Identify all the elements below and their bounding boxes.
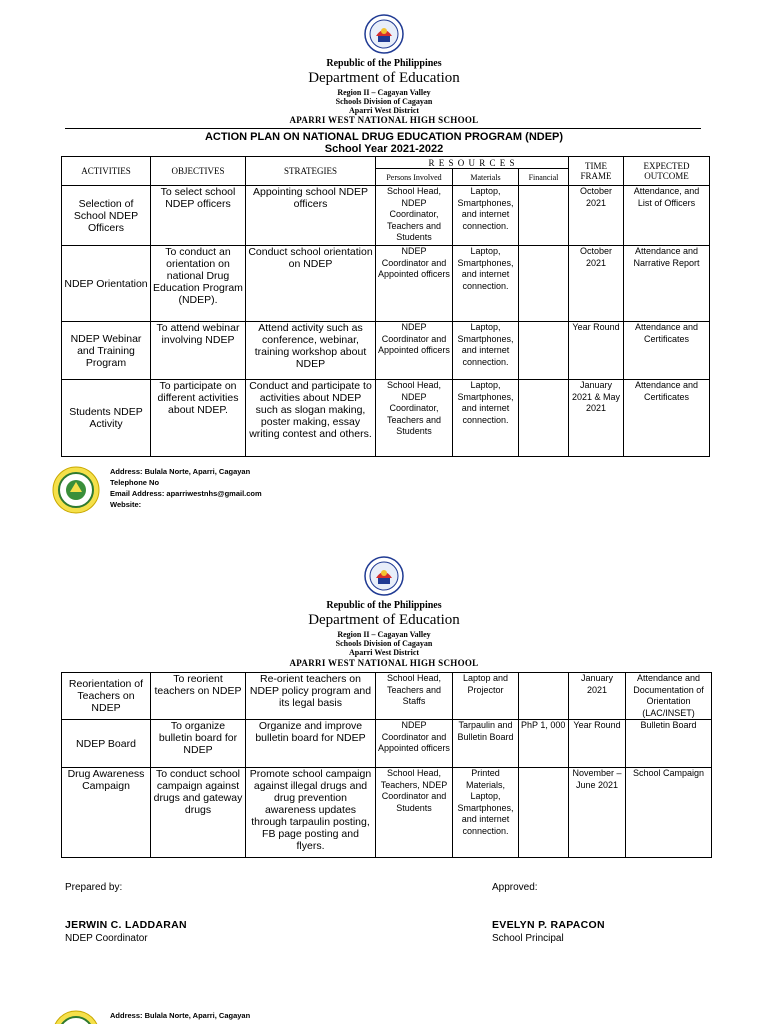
outcome-cell: Attendance and Certificates — [624, 322, 710, 380]
persons-cell: School Head, Teachers, NDEP Coordinator and Students — [376, 768, 453, 858]
objective-cell: To conduct an orientation on national Drug Education Program (NDEP). — [151, 246, 246, 322]
persons-cell: School Head, Teachers and Staffs — [376, 673, 453, 720]
persons-cell: NDEP Coordinator and Appointed officers — [376, 322, 453, 380]
col-time-frame: TIME FRAME — [569, 157, 624, 186]
materials-cell: Laptop, Smartphones, and internet connection. — [453, 186, 519, 246]
financial-cell — [519, 768, 569, 858]
time-frame-cell: October 2021 — [569, 186, 624, 246]
col-expected-outcome: EXPECTED OUTCOME — [624, 157, 710, 186]
activity-cell: Selection of School NDEP Officers — [62, 186, 151, 246]
approved-name — [492, 919, 605, 931]
table-row — [62, 720, 712, 768]
approved-name-text: EVELYN P. RAPACON — [492, 919, 605, 931]
strategy-cell: Appointing school NDEP officers — [246, 186, 376, 246]
school-contact — [110, 1010, 250, 1021]
materials-cell: Laptop, Smartphones, and internet connection. — [453, 380, 519, 457]
objective-cell: To attend webinar involving NDEP — [151, 322, 246, 380]
persons-cell: NDEP Coordinator and Appointed officers — [376, 246, 453, 322]
document-title: ACTION PLAN ON NATIONAL DRUG EDUCATION PROGRAM (NDEP) — [204, 131, 564, 143]
strategy-cell: Attend activity such as conference, webinar, training workshop about NDEP — [246, 322, 376, 380]
deped-seal-icon — [364, 556, 404, 596]
footer-page2 — [52, 1010, 752, 1024]
address-line: Address: Bulala Norte, Aparri, Cagayan — [110, 1011, 251, 1020]
strategy-cell: Conduct and participate to activities about NDEP such as slogan making, poster making, essay writing contest and others. — [246, 380, 376, 457]
strategy-cell: Promote school campaign against illegal drugs and drug prevention awareness updates through tarpaulin posting, FB page posting and flyers. — [246, 768, 376, 858]
activity-cell: Students NDEP Activity — [62, 380, 151, 457]
school-name: APARRI WEST NATIONAL HIGH SCHOOL — [289, 115, 479, 125]
col-strategies: STRATEGIES — [246, 157, 376, 186]
district-label: Aparri West District — [348, 648, 420, 657]
col-resources: R E S O U R C E S — [376, 157, 569, 169]
table-row — [62, 768, 712, 858]
outcome-cell: Bulletin Board — [626, 720, 712, 768]
prepared-by-title: NDEP Coordinator — [65, 933, 148, 944]
persons-cell: School Head, NDEP Coordinator, Teachers and Students — [376, 380, 453, 457]
time-frame-cell: January 2021 & May 2021 — [569, 380, 624, 457]
materials-cell: Tarpaulin and Bulletin Board — [453, 720, 519, 768]
col-materials: Materials — [453, 169, 519, 186]
financial-cell — [519, 673, 569, 720]
district-label: Aparri West District — [348, 106, 420, 115]
materials-cell: Laptop and Projector — [453, 673, 519, 720]
school-year: School Year 2021-2022 — [324, 143, 444, 155]
outcome-cell: School Campaign — [626, 768, 712, 858]
activity-cell: Drug Awareness Campaign — [62, 768, 151, 858]
time-frame-cell: November – June 2021 — [569, 768, 626, 858]
strategy-cell: Conduct school orientation on NDEP — [246, 246, 376, 322]
school-seal-icon — [52, 1010, 100, 1024]
col-objectives: OBJECTIVES — [151, 157, 246, 186]
materials-cell: Laptop, Smartphones, and internet connection. — [453, 246, 519, 322]
activity-cell: NDEP Orientation — [62, 246, 151, 322]
division-label: Schools Division of Cagayan — [335, 639, 433, 648]
outcome-cell: Attendance and Narrative Report — [624, 246, 710, 322]
activity-cell: Reorientation of Teachers on NDEP — [62, 673, 151, 720]
objective-cell: To select school NDEP officers — [151, 186, 246, 246]
col-persons-involved: Persons Involved — [376, 169, 453, 186]
republic-label: Republic of the Philippines — [326, 58, 442, 69]
school-name: APARRI WEST NATIONAL HIGH SCHOOL — [289, 658, 479, 668]
division-label: Schools Division of Cagayan — [335, 97, 433, 106]
website-line: Website: — [110, 500, 142, 509]
approved-title: School Principal — [492, 933, 564, 944]
objective-cell: To participate on different activities about NDEP. — [151, 380, 246, 457]
activity-cell: NDEP Webinar and Training Program — [62, 322, 151, 380]
email-line: Email Address: aparriwestnhs@gmail.com — [110, 489, 262, 498]
objective-cell: To reorient teachers on NDEP — [151, 673, 246, 720]
time-frame-cell: January 2021 — [569, 673, 626, 720]
strategy-cell: Organize and improve bulletin board for NDEP — [246, 720, 376, 768]
activity-cell: NDEP Board — [62, 720, 151, 768]
time-frame-cell: Year Round — [569, 720, 626, 768]
col-financial: Financial — [519, 169, 569, 186]
financial-cell: PhP 1, 000 — [519, 720, 569, 768]
objective-cell: To organize bulletin board for NDEP — [151, 720, 246, 768]
outcome-cell: Attendance and Documentation of Orientation (LAC/INSET) — [626, 673, 712, 720]
time-frame-cell: October 2021 — [569, 246, 624, 322]
objective-cell: To conduct school campaign against drugs and gateway drugs — [151, 768, 246, 858]
outcome-cell: Attendance and Certificates — [624, 380, 710, 457]
prepared-by-name — [65, 919, 187, 931]
outcome-cell: Attendance, and List of Officers — [624, 186, 710, 246]
department-title: Department of Education — [308, 70, 460, 86]
persons-cell: School Head, NDEP Coordinator, Teachers and Students — [376, 186, 453, 246]
department-title: Department of Education — [308, 612, 460, 628]
republic-label: Republic of the Philippines — [326, 600, 442, 611]
region-label: Region II – Cagayan Valley — [337, 88, 431, 97]
time-frame-cell: Year Round — [569, 322, 624, 380]
persons-cell: NDEP Coordinator and Appointed officers — [376, 720, 453, 768]
prepared-name-text: JERWIN C. LADDARAN — [65, 919, 187, 931]
strategy-cell: Re-orient teachers on NDEP policy program and its legal basis — [246, 673, 376, 720]
col-activities: ACTIVITIES — [62, 157, 151, 186]
prepared-by-label: Prepared by: — [65, 882, 123, 893]
table-row — [62, 673, 712, 720]
address-line: Address: Bulala Norte, Aparri, Cagayan — [110, 467, 251, 476]
region-label: Region II – Cagayan Valley — [337, 630, 431, 639]
materials-cell: Printed Materials, Laptop, Smartphones, and internet connection. — [453, 768, 519, 858]
materials-cell: Laptop, Smartphones, and internet connection. — [453, 322, 519, 380]
telephone-line: Telephone No — [110, 478, 160, 487]
action-plan-table-page2 — [61, 672, 712, 858]
approved-label: Approved: — [492, 882, 538, 893]
